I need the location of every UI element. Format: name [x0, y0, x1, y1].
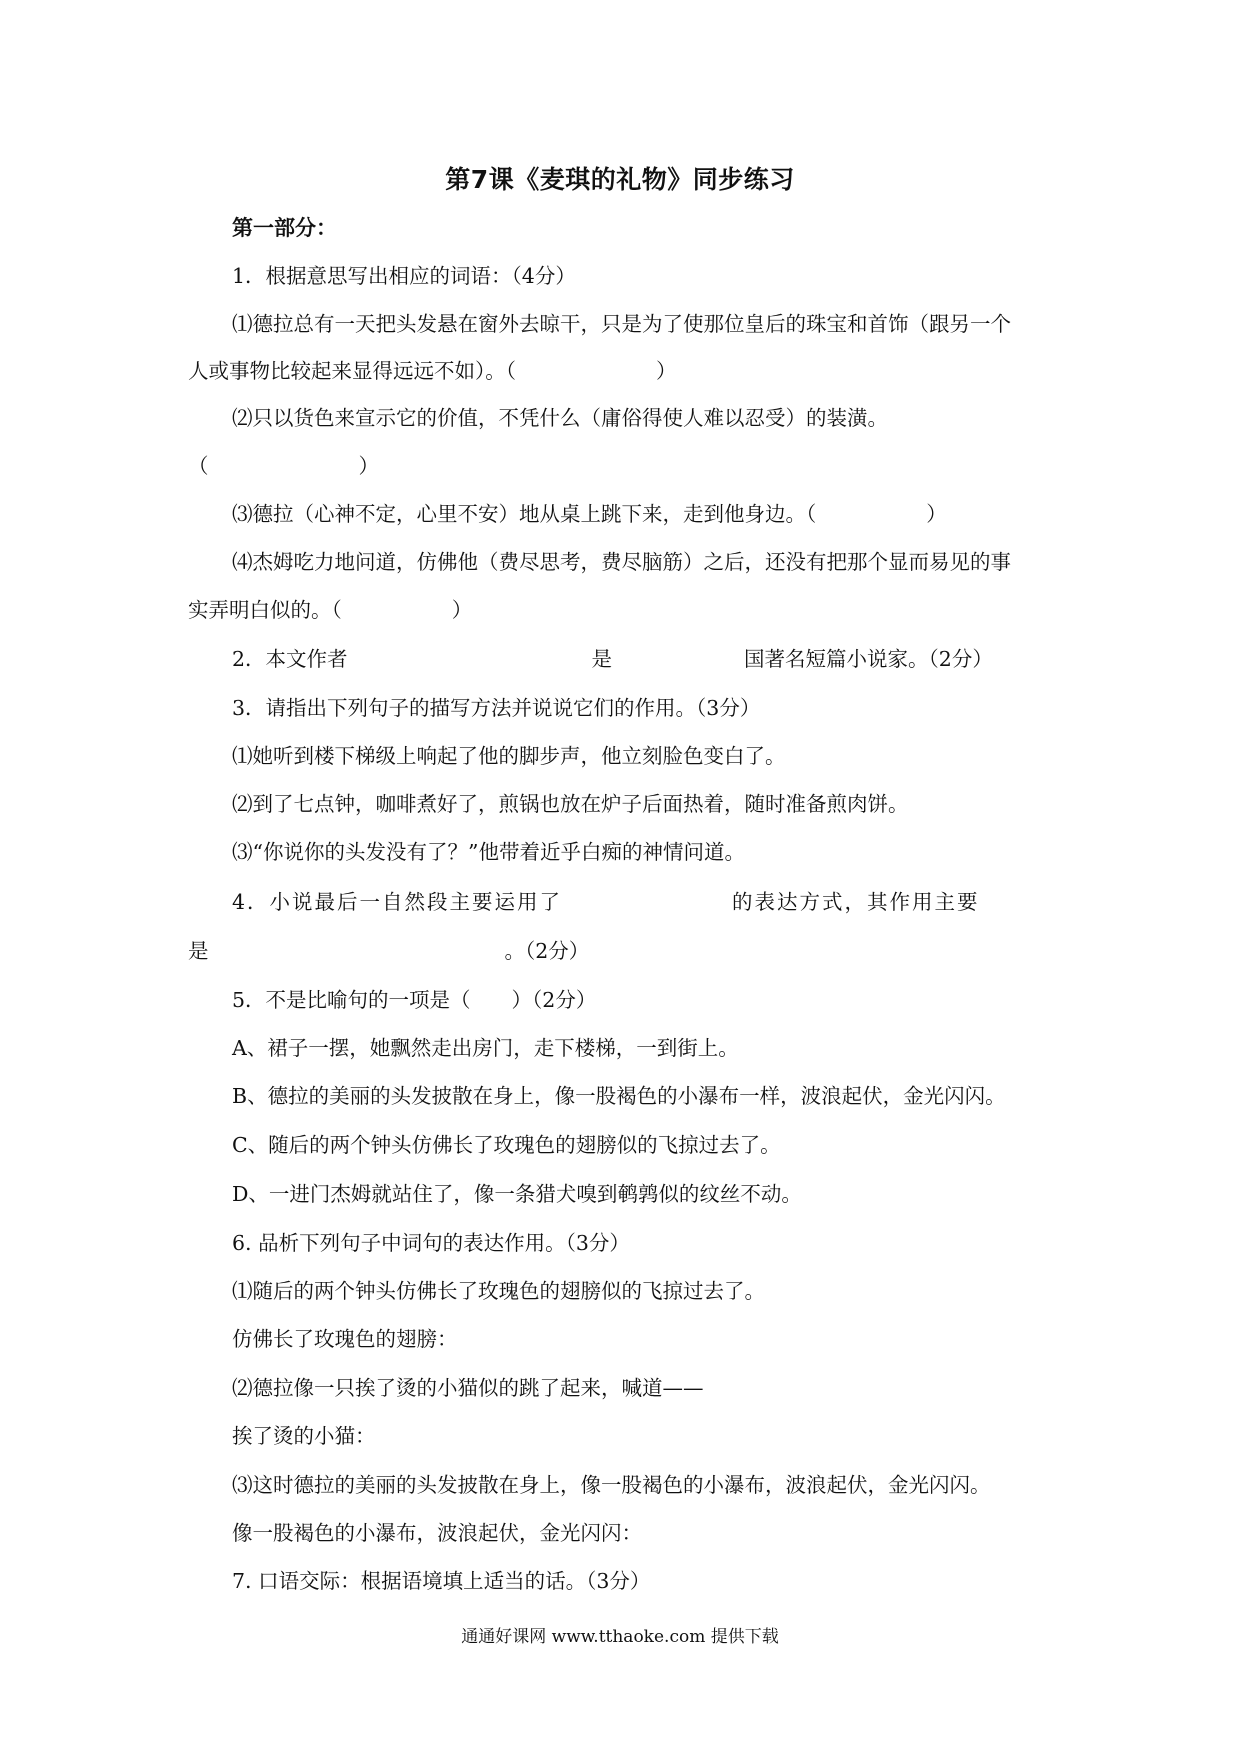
- q1-blank-1-close: ）: [656, 359, 677, 383]
- q6-sentence-3: ⑶这时德拉的美丽的头发披散在身上，像一股褐色的小瀑布，波浪起伏，金光闪闪。: [232, 1473, 991, 1497]
- q6-prompt: 6. 品析下列句子中词句的表达作用。（3分）: [232, 1231, 630, 1255]
- q1-sentence-1-line-2: [188, 357, 677, 385]
- q2-line: [232, 645, 993, 673]
- q1-sentence-4-text: 实弄明白似的。（: [188, 598, 342, 622]
- q4-line-1: [232, 888, 980, 916]
- q3-prompt: 3．请指出下列句子的描写方法并说说它们的作用。（3分）: [232, 696, 761, 720]
- q1-sentence-2-line-1: ⑵只以货色来宣示它的价值，不凭什么（庸俗得使人难以忍受）的装潢。: [232, 406, 888, 430]
- q2-part-2: 是: [591, 647, 613, 671]
- q3-sentence-1: ⑴她听到楼下梯级上响起了他的脚步声，他立刻脸色变白了。: [232, 744, 786, 768]
- q1-sentence-1-text: 人或事物比较起来显得远远不如）。（: [188, 359, 516, 383]
- q4-part-1: 4．小说最后一自然段主要运用了: [232, 890, 563, 914]
- q5-option-c[interactable]: C、随后的两个钟头仿佛长了玫瑰色的翅膀似的飞掠过去了。: [232, 1133, 781, 1157]
- q2-part-1: 2．本文作者: [232, 647, 348, 671]
- q4-part-3: 是: [188, 939, 209, 963]
- q2-part-3: 国著名短篇小说家。（2分）: [744, 647, 993, 671]
- q1-sentence-3: [232, 500, 947, 528]
- q5-option-a[interactable]: A、裙子一摆，她飘然走出房门，走下楼梯，一到街上。: [232, 1036, 739, 1060]
- page-title: 第7课《麦琪的礼物》同步练习: [445, 165, 795, 194]
- q1-sentence-4-line-2: [188, 596, 472, 624]
- q1-sentence-3-text: ⑶德拉（心神不定，心里不安）地从桌上跳下来，走到他身边。（: [232, 502, 817, 526]
- q1-sentence-2-line-2: [188, 452, 379, 480]
- section-heading: 第一部分：: [232, 216, 337, 240]
- q1-blank-4-close: ）: [451, 598, 473, 622]
- q4-part-2: 的表达方式，其作用主要: [732, 890, 980, 914]
- q6-answer-1: 仿佛长了玫瑰色的翅膀：: [232, 1327, 458, 1351]
- q5-option-d[interactable]: D、一进门杰姆就站住了，像一条猎犬嗅到鹌鹑似的纹丝不动。: [232, 1182, 802, 1206]
- q3-sentence-3: ⑶“你说你的头发没有了？”他带着近乎白痴的神情问道。: [232, 840, 745, 864]
- q6-sentence-1: ⑴随后的两个钟头仿佛长了玫瑰色的翅膀似的飞掠过去了。: [232, 1279, 765, 1303]
- q1-blank-2-close: ）: [358, 454, 379, 478]
- q1-sentence-1-line-1: ⑴德拉总有一天把头发悬在窗外去晾干，只是为了使那位皇后的珠宝和首饰（跟另一个: [232, 312, 1011, 336]
- q6-answer-2: 挨了烫的小猫：: [232, 1424, 376, 1448]
- q1-blank-2-open: （: [188, 454, 209, 478]
- q1-blank-3-close: ）: [926, 502, 947, 526]
- q1-sentence-4-line-1: ⑷杰姆吃力地问道，仿佛他（费尽思考，费尽脑筋）之后，还没有把那个显而易见的事: [232, 550, 1011, 574]
- q4-part-4: 。（2分）: [504, 939, 590, 963]
- q5-prompt: 5．不是比喻句的一项是（ ）（2分）: [232, 988, 597, 1012]
- q6-answer-3: 像一股褐色的小瀑布，波浪起伏，金光闪闪：: [232, 1521, 642, 1545]
- page-footer: 通通好课网 www.tthaoke.com 提供下载: [461, 1627, 779, 1647]
- q5-option-b[interactable]: B、德拉的美丽的头发披散在身上，像一股褐色的小瀑布一样，波浪起伏，金光闪闪。: [232, 1084, 1006, 1108]
- q1-prompt: 1．根据意思写出相应的词语：（4分）: [232, 264, 576, 288]
- q3-sentence-2: ⑵到了七点钟，咖啡煮好了，煎锅也放在炉子后面热着，随时准备煎肉饼。: [232, 792, 909, 816]
- q4-line-2: [188, 937, 589, 965]
- q6-sentence-2: ⑵德拉像一只挨了烫的小猫似的跳了起来，喊道——: [232, 1376, 704, 1400]
- q7-prompt: 7. 口语交际：根据语境填上适当的话。（3分）: [232, 1569, 651, 1593]
